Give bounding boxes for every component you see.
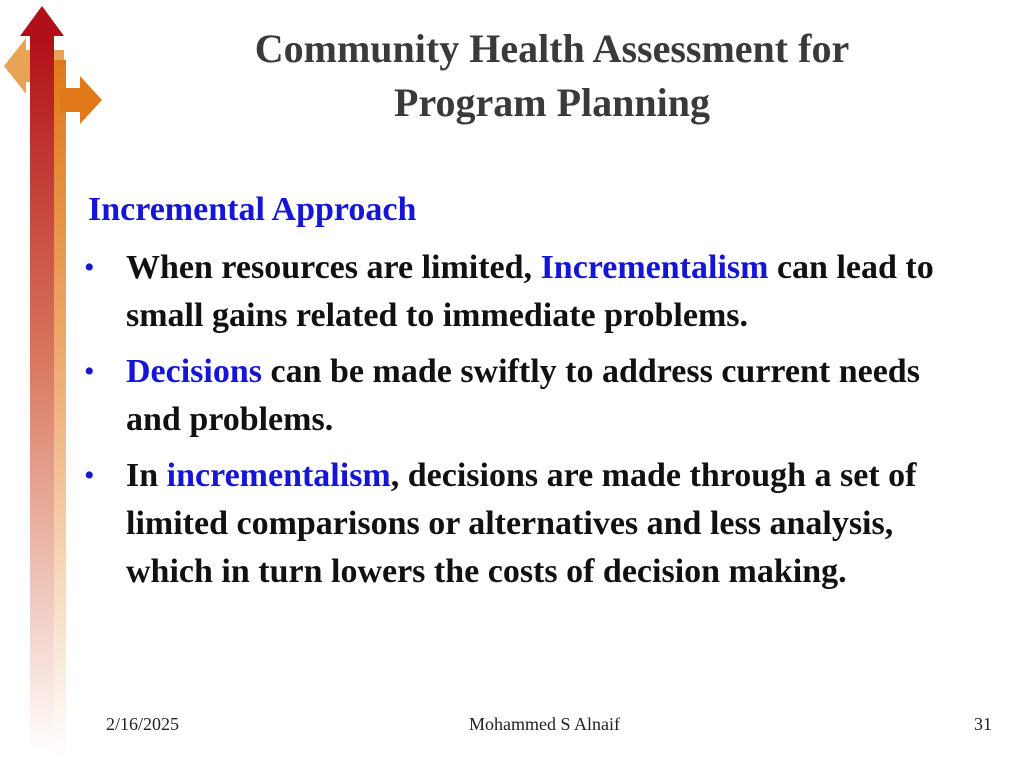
- section-heading: Incremental Approach: [88, 191, 417, 228]
- bullet-text: When resources are limited,: [126, 249, 541, 286]
- bullet-list: [84, 244, 954, 604]
- bullet-item: [84, 452, 954, 596]
- page-number: 31: [974, 714, 992, 734]
- bullet-text: , decisions are made through a set of limited comparisons or alternatives and less analysis, which in turn lowers the costs of decision making.: [126, 457, 917, 590]
- bullet-item: [84, 348, 954, 444]
- bullet-keyword: Incrementalism: [540, 249, 769, 286]
- slide-title: [150, 22, 954, 130]
- bullet-keyword: incrementalism: [166, 457, 391, 494]
- bullet-dot-icon: •: [84, 355, 95, 388]
- title-line-2: Program Planning: [394, 80, 710, 125]
- footer-author: Mohammed S Alnaif: [469, 714, 620, 734]
- bullet-text: can lead to small gains related to immediate problems.: [126, 249, 934, 334]
- title-line-1: Community Health Assessment for: [254, 26, 850, 71]
- bullet-text: In: [126, 457, 167, 494]
- bullet-dot-icon: •: [84, 459, 95, 492]
- bullet-dot-icon: •: [84, 251, 95, 284]
- bullet-text: can be made swiftly to address current needs and problems.: [126, 353, 920, 438]
- bullet-keyword: Decisions: [126, 353, 262, 390]
- bullet-item: [84, 244, 954, 340]
- footer-date: 2/16/2025: [106, 714, 180, 734]
